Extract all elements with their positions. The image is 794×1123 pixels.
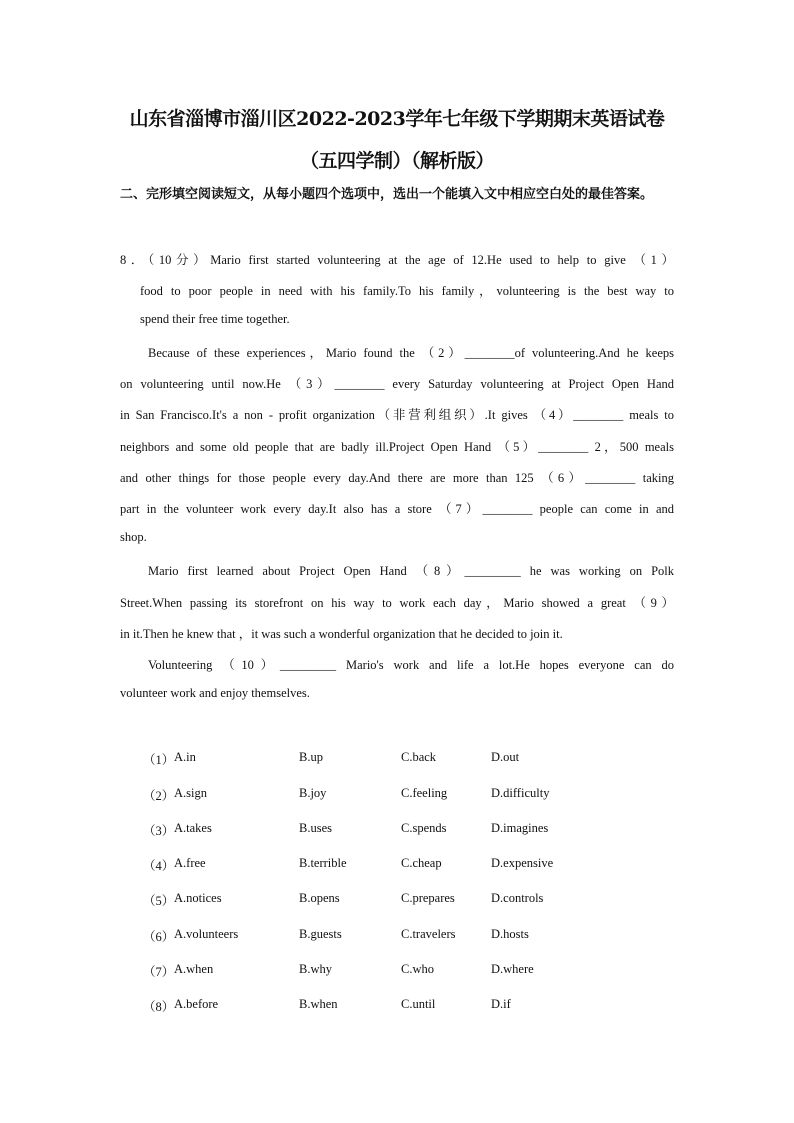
option-a: A.when — [174, 962, 214, 976]
option-b: B.why — [299, 962, 332, 976]
option-number: （4） — [143, 859, 175, 873]
option-a: A.before — [174, 997, 219, 1011]
passage-line: Volunteering （10）_________ Mario's work and life a lot.He hopes everyone can do — [148, 658, 674, 672]
option-a: A.free — [174, 856, 206, 870]
passage-line: in San Francisco.It's a non - profit organization（非营利组织）.It gives （4）________ meals to — [120, 408, 674, 422]
page-title: 山东省淄博市淄川区2022-2023学年七年级下学期期末英语试卷 — [129, 108, 665, 130]
option-c: C.spends — [401, 821, 447, 835]
option-c: C.who — [401, 962, 434, 976]
option-c: C.until — [401, 997, 436, 1011]
option-number: （5） — [143, 894, 175, 908]
option-a: A.in — [174, 750, 196, 764]
option-d: D.controls — [491, 891, 544, 905]
passage-line: Mario first learned about Project Open Hand （8）_________ he was working on Polk — [148, 564, 674, 578]
option-number: （6） — [143, 930, 175, 944]
passage-line: and other things for those people every day.And there are more than 125 （6）________ taking — [120, 471, 674, 485]
option-number: （2） — [143, 789, 175, 803]
option-d: D.imagines — [491, 821, 549, 835]
option-c: C.feeling — [401, 786, 448, 800]
passage-line: shop. — [120, 530, 147, 544]
option-b: B.joy — [299, 786, 327, 800]
option-c: C.cheap — [401, 856, 442, 870]
option-a: A.notices — [174, 891, 222, 905]
option-a: A.takes — [174, 821, 212, 835]
option-a: A.volunteers — [174, 927, 239, 941]
option-c: C.back — [401, 750, 437, 764]
option-number: （1） — [143, 753, 175, 767]
option-d: D.where — [491, 962, 534, 976]
option-number: （8） — [143, 1000, 175, 1014]
passage-line: Because of these experiences，Mario found the （2）________of volunteering.And he keeps — [148, 346, 674, 360]
option-c: C.prepares — [401, 891, 455, 905]
passage-line: Street.When passing its storefront on his way to work each day，Mario showed a great （9） — [120, 596, 674, 610]
passage-line: volunteer work and enjoy themselves. — [120, 686, 310, 700]
option-d: D.hosts — [491, 927, 529, 941]
passage-line: 8．（10分）Mario first started volunteering at the age of 12.He used to help to give （1） — [120, 253, 674, 267]
page-subtitle: （五四学制）（解析版） — [299, 150, 494, 172]
option-b: B.opens — [299, 891, 340, 905]
passage-line: on volunteering until now.He （3）________ every Saturday volunteering at Project Open Hand — [120, 377, 674, 391]
option-b: B.guests — [299, 927, 342, 941]
passage-line: neighbors and some old people that are badly ill.Project Open Hand （5）________ 2，500 meals — [120, 440, 674, 454]
option-d: D.expensive — [491, 856, 554, 870]
option-d: D.out — [491, 750, 520, 764]
section-heading: 二、完形填空阅读短文，从每小题四个选项中，选出一个能填入文中相应空白处的最佳答案。 — [120, 187, 654, 202]
option-b: B.uses — [299, 821, 332, 835]
option-d: D.if — [491, 997, 511, 1011]
option-b: B.when — [299, 997, 338, 1011]
passage-line: spend their free time together. — [140, 312, 290, 326]
option-b: B.terrible — [299, 856, 347, 870]
option-d: D.difficulty — [491, 786, 550, 800]
passage-line: in it.Then he knew that ，it was such a wonderful organization that he decided to join it. — [120, 627, 563, 641]
option-c: C.travelers — [401, 927, 456, 941]
option-b: B.up — [299, 750, 323, 764]
option-number: （3） — [143, 824, 175, 838]
passage-line: part in the volunteer work every day.It also has a store （7）________ people can come in and — [120, 502, 674, 516]
option-a: A.sign — [174, 786, 207, 800]
option-number: （7） — [143, 965, 175, 979]
passage-line: food to poor people in need with his family.To his family，volunteering is the best way to — [140, 284, 674, 298]
